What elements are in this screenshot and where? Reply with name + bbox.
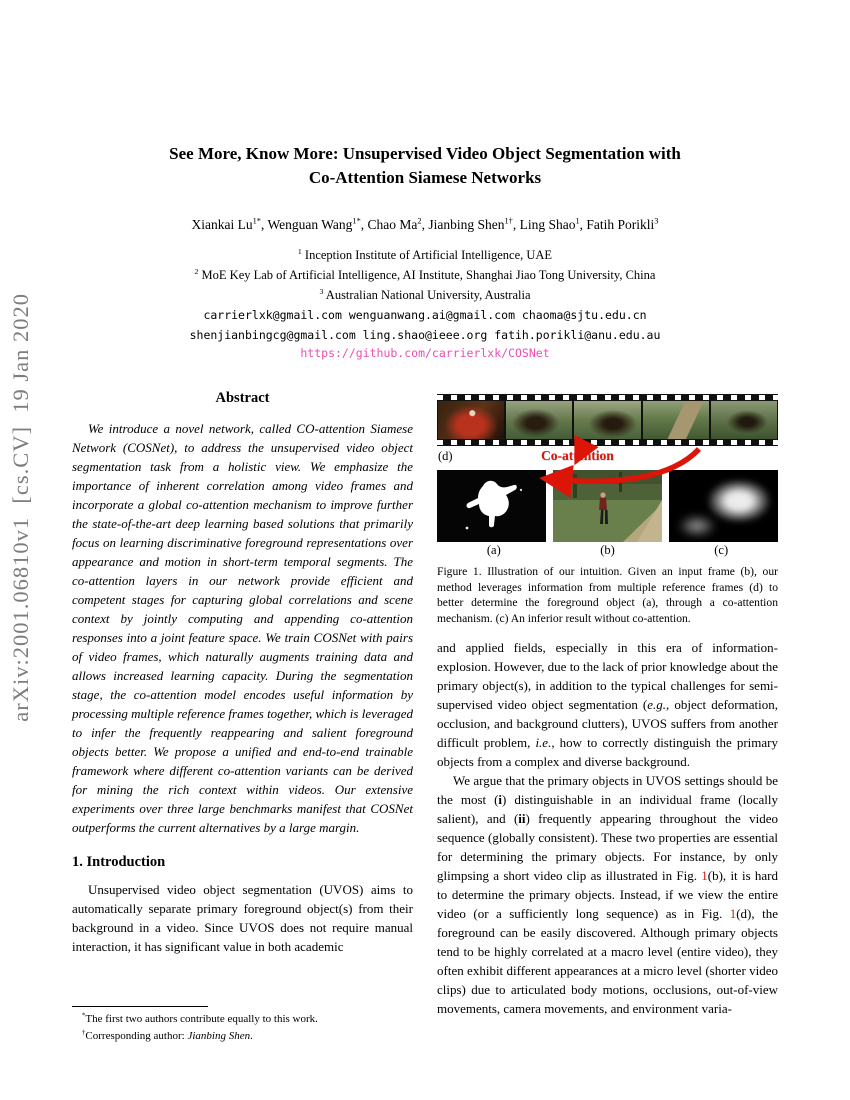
affiliations (0, 245, 850, 305)
footnote-equal-contribution: *The first two authors contribute equally to this work. (82, 1012, 318, 1025)
segmentation-mask-image (437, 470, 546, 542)
figure-1 (437, 392, 778, 626)
video-frame-image (643, 401, 709, 439)
video-frame-image (438, 401, 504, 439)
panel-label-b: (b) (600, 543, 615, 557)
video-frames-strip (437, 394, 778, 446)
figure-1-canvas (437, 392, 778, 558)
park-scene-graphic (553, 470, 662, 542)
video-frame-image (574, 401, 640, 439)
title-line-2: Co-Attention Siamese Networks (308, 168, 542, 187)
abstract-heading: Abstract (215, 390, 270, 406)
author-emails (0, 305, 850, 345)
panel-label-a: (a) (486, 543, 501, 557)
footnote-divider (72, 1006, 208, 1007)
paper-title (0, 142, 850, 190)
co-attention-label: Co-attention (541, 448, 614, 463)
email-line-2: shenjianbingcg@gmail.com ling.shao@ieee.org fatih.porikli@anu.edu.au (189, 328, 661, 342)
body-paragraph-1: and applied fields, especially in this era of information-explosion. However, due to the lack of prior knowledge about the primary object(s), in addition to the typical challenges for semi-supervised video object segmentation (e.g., object deformation, occlusion, and background clutters), UVOS suffers from another difficult problem, i.e., how to correctly distinguish the primary objects from a complex and diverse background. (437, 640, 779, 770)
inferior-result-image (669, 470, 778, 542)
section-heading-introduction: 1. Introduction (72, 854, 166, 870)
affiliation-line-1: $^1$ Inception Institute of Artificial Intelligence, UAE (297, 246, 553, 262)
figure-caption: Figure 1. Illustration of our intuition. Given an input frame (b), our method leverages information from multiple reference frames (d) to better determine the foreground object (a), through a co-attention mechanism. (c) An inferior result without co-attention. (437, 565, 778, 625)
introduction-paragraph: Unsupervised video object segmentation (UVOS) aims to automatically separate primary foreground object(s) from their background in a video. Since UVOS does not require manual interaction, it has significant value in both academic (72, 882, 413, 954)
footnotes (72, 1006, 413, 1046)
title-line-1: See More, Know More: Unsupervised Video Object Segmentation with (169, 144, 681, 163)
blurry-mask-blob (677, 514, 717, 538)
affiliation-line-2: $^2$ MoE Key Lab of Artificial Intelligence, AI Institute, Shanghai Jiao Tong University, China (194, 266, 656, 282)
video-frames (438, 401, 777, 439)
input-frame-image (553, 470, 662, 542)
figure-panels (437, 470, 778, 542)
arxiv-sidebar-watermark: arXiv:2001.06810v1 [cs.CV] 19 Jan 2020 (8, 293, 33, 722)
github-repo-link[interactable]: https://github.com/carrierlxk/COSNet (300, 346, 550, 360)
video-frame-image (506, 401, 572, 439)
left-column (72, 390, 413, 956)
affiliation-line-3: $^3$ Australian National University, Australia (319, 286, 531, 302)
panel-label-c: (c) (714, 543, 729, 557)
blurry-mask-blob (708, 480, 770, 522)
panel-label-d: (d) (438, 449, 453, 463)
right-column (437, 392, 778, 1018)
abstract-text: We introduce a novel network, called CO-attention Siamese Network (COSNet), to address the unsupervised video object segmentation task from a holistic view. We emphasize the importance of inherent correlation among video frames and incorporate a global co-attention mechanism to improve further the state-of-the-art deep learning based solutions that primarily focus on learning discriminative foreground representations over appearance and motion in short-term temporal segments. The co-attention layers in our network provide efficient and competent stages for capturing global correlations and scene context by jointly computing and appending co-attention responses into a joint feature space. We train COSNet with pairs of video frames, which naturally augments training data and allows increased learning capacity. During the segmentation stage, the co-attention model encodes useful information by processing multiple reference frames together, which is leveraged to infer the frequently reappearing and salient foreground objects better. We propose a unified and end-to-end trainable framework where different co-attention variants can be derived for mining the rich context within videos. Our extensive experiments over three large benchmarks manifest that COSNet outperforms the current alternatives by a large margin. (72, 421, 413, 835)
footnote-corresponding-author: †Corresponding author: Jianbing Shen. (82, 1029, 253, 1042)
video-frame-image (711, 401, 777, 439)
author-line: Xiankai $Lu^{1*}$, Wenguan Wang$^{1*}$, Chao Ma$^2$, Jianbing Shen$^{1\dagger}$, Ling Shao$^1$, Fatih Porikli$^3$ (191, 216, 659, 232)
body-paragraph-2: We argue that the primary objects in UVOS settings should be the most (i) distinguishable in an individual frame (locally salient), and (ii) frequently appearing throughout the video sequence (globally consistent). These two properties are essential for determining the primary objects. For instance, by only glimpsing a short video clip as illustrated in Fig. 1(b), it is hard to determine the primary objects. Instead, if we view the entire video (or a sufficiently long sequence) as in Fig. 1(d), the foreground can be easily discovered. Although primary objects tend to be highly correlated at a macro level (entire video), they often exhibit different appearances at a micro level (shorter video clips) due to articulated body motions, occlusions, out-of-view movements, camera movements, and environment varia- (437, 773, 779, 1017)
dancer-mask-graphic (437, 470, 546, 542)
email-line-1: carrierlxk@gmail.com wenguanwang.ai@gmail.com chaoma@sjtu.edu.cn (203, 308, 647, 322)
panel-labels (437, 543, 778, 558)
